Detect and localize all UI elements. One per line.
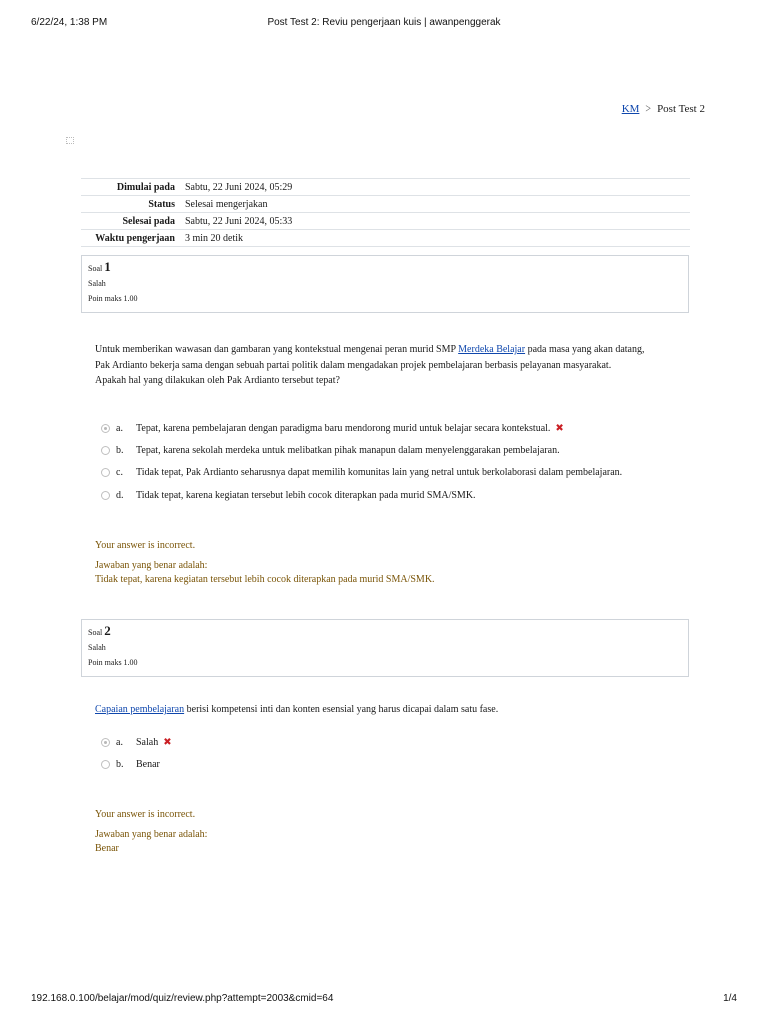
question-text-line: Pak Ardianto bekerja sama dengan sebuah partai politik dalam mengadakan projek pembelajaran berbasis pelayanan masyarakat.	[95, 359, 612, 371]
question-text-line: Apakah hal yang dilakukan oleh Pak Ardianto tersebut tepat?	[95, 375, 340, 386]
answer-option-a	[101, 421, 691, 435]
summary-label: Waktu pengerjaan	[81, 230, 185, 247]
answer-letter: d.	[116, 489, 124, 501]
radio-button[interactable]	[101, 446, 110, 455]
radio-button[interactable]	[101, 468, 110, 477]
question-1-text	[95, 342, 685, 389]
question-number: 1	[104, 259, 111, 274]
glossary-link-capaian-pembelajaran[interactable]: Capaian pembelajaran	[95, 704, 185, 715]
question-label: Soal	[88, 628, 103, 637]
right-answer-label: Jawaban yang benar adalah:	[95, 829, 208, 840]
question-2-info	[81, 619, 689, 677]
radio-button[interactable]	[101, 760, 110, 769]
answer-text: Tepat, karena pembelajaran dengan paradigma baru mendorong murid untuk belajar secara kontekstual.	[136, 422, 551, 434]
summary-value: 3 min 20 detik	[185, 230, 690, 247]
question-grade: Poin maks 1.00	[88, 294, 138, 303]
radio-button[interactable]	[101, 424, 110, 433]
question-grade: Poin maks 1.00	[88, 658, 138, 667]
answer-option-b	[101, 443, 691, 457]
right-answer-block	[95, 559, 685, 587]
answer-text: Salah	[136, 736, 159, 748]
question-state: Salah	[88, 279, 106, 288]
right-answer-text: Benar	[95, 843, 119, 854]
answer-letter: c.	[116, 466, 123, 478]
right-answer-label: Jawaban yang benar adalah:	[95, 560, 208, 571]
question-text-part: berisi kompetensi inti dan konten esensial yang harus dicapai dalam satu fase.	[184, 704, 499, 715]
print-footer	[31, 993, 737, 1007]
answer-text: Tepat, karena sekolah merdeka untuk melibatkan pihak manapun dalam menyelenggarakan pembelajaran.	[136, 444, 560, 456]
feedback-incorrect: Your answer is incorrect.	[95, 809, 196, 820]
summary-row	[81, 196, 690, 213]
summary-value: Sabtu, 22 Juni 2024, 05:29	[185, 179, 690, 196]
question-number: 2	[104, 623, 111, 638]
breadcrumb-current: Post Test 2	[657, 103, 705, 115]
summary-value: Sabtu, 22 Juni 2024, 05:33	[185, 213, 690, 230]
answer-letter: b.	[116, 444, 124, 456]
summary-row	[81, 213, 690, 230]
quiz-summary-table	[81, 178, 690, 247]
summary-label: Dimulai pada	[81, 179, 185, 196]
answer-option-d	[101, 488, 691, 502]
question-label: Soal	[88, 264, 103, 273]
print-url: 192.168.0.100/belajar/mod/quiz/review.php?attempt=2003&cmid=64	[31, 993, 334, 1004]
radio-button[interactable]	[101, 491, 110, 500]
breadcrumb	[622, 103, 705, 115]
summary-label: Status	[81, 196, 185, 213]
print-header	[31, 17, 737, 31]
question-title	[88, 260, 682, 276]
summary-label: Selesai pada	[81, 213, 185, 230]
glossary-link-merdeka-belajar[interactable]: Merdeka Belajar	[458, 344, 526, 355]
question-text-part: pada masa yang akan datang,	[525, 344, 645, 355]
incorrect-icon: ✖	[555, 422, 564, 434]
answer-letter: b.	[116, 758, 124, 770]
answer-option-a	[101, 735, 691, 749]
answer-text: Tidak tepat, karena kegiatan tersebut lebih cocok diterapkan pada murid SMA/SMK.	[136, 489, 476, 501]
feedback-incorrect: Your answer is incorrect.	[95, 540, 196, 551]
print-page-number: 1/4	[723, 993, 737, 1004]
placeholder-icon	[66, 137, 74, 144]
answer-letter: a.	[116, 422, 123, 434]
answer-option-b	[101, 757, 691, 771]
breadcrumb-link-km[interactable]: KM	[621, 103, 640, 115]
question-2-text	[95, 702, 685, 718]
summary-row	[81, 179, 690, 196]
chevron-right-icon: >	[645, 101, 652, 117]
print-datetime: 6/22/24, 1:38 PM	[31, 17, 108, 28]
incorrect-icon: ✖	[163, 736, 172, 748]
print-page-title: Post Test 2: Reviu pengerjaan kuis | awanpenggerak	[267, 17, 501, 28]
answer-text: Tidak tepat, Pak Ardianto seharusnya dapat memilih komunitas lain yang netral untuk berkolaborasi dalam pembelajaran.	[136, 466, 623, 478]
question-text-line	[95, 342, 685, 358]
summary-value: Selesai mengerjakan	[185, 196, 690, 213]
right-answer-block	[95, 828, 685, 856]
radio-button[interactable]	[101, 738, 110, 747]
summary-row	[81, 230, 690, 247]
answer-letter: a.	[116, 736, 123, 748]
question-text-part: Untuk memberikan wawasan dan gambaran yang kontekstual mengenai peran murid SMP	[95, 344, 459, 355]
question-1-info	[81, 255, 689, 313]
question-title	[88, 624, 682, 640]
answer-option-c	[101, 465, 691, 479]
answer-text: Benar	[136, 758, 160, 770]
question-state: Salah	[88, 643, 106, 652]
right-answer-text: Tidak tepat, karena kegiatan tersebut lebih cocok diterapkan pada murid SMA/SMK.	[95, 574, 435, 585]
